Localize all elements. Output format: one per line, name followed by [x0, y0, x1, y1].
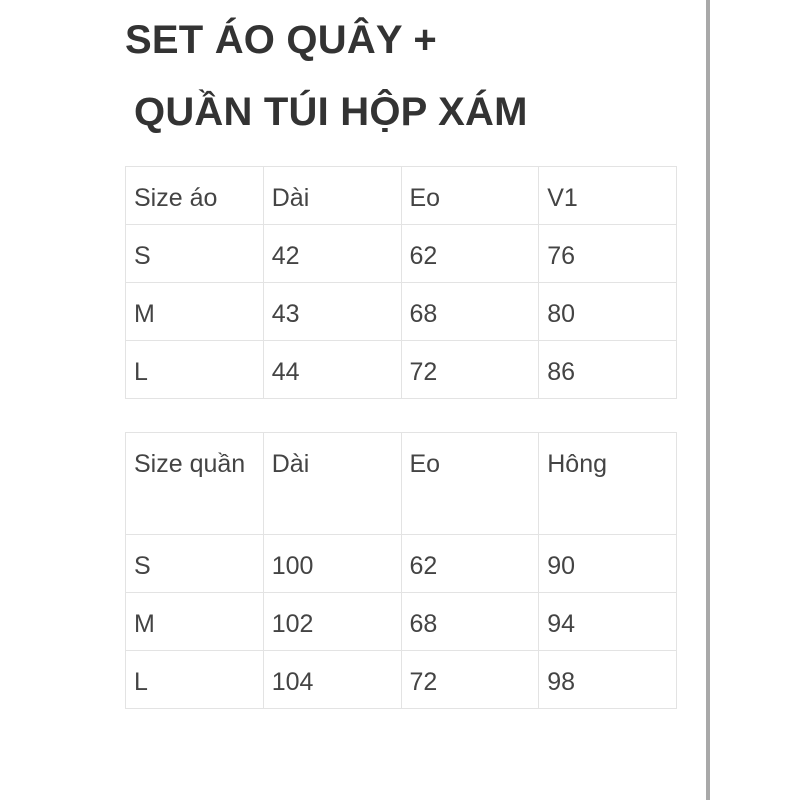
header-cell: Dài	[263, 433, 401, 535]
header-cell: V1	[539, 167, 677, 225]
table-cell: 76	[539, 225, 677, 283]
table-cell: 72	[401, 341, 539, 399]
table-cell: 62	[401, 225, 539, 283]
table-cell: 94	[539, 593, 677, 651]
table-row	[126, 225, 677, 283]
table-row	[126, 535, 677, 593]
table-cell: 86	[539, 341, 677, 399]
table-cell: S	[126, 225, 264, 283]
table-cell: 90	[539, 535, 677, 593]
shirt-size-table	[125, 166, 677, 399]
table-cell: 44	[263, 341, 401, 399]
header-cell: Eo	[401, 433, 539, 535]
header-cell: Size áo	[126, 167, 264, 225]
title-line-2: QUẦN TÚI HỘP XÁM	[134, 90, 528, 134]
table-row	[126, 593, 677, 651]
table-cell: 43	[263, 283, 401, 341]
title-line-1: SET ÁO QUÂY +	[125, 18, 437, 62]
page-edge-divider	[706, 0, 710, 800]
table-cell: 72	[401, 651, 539, 709]
header-cell: Size quần	[126, 433, 264, 535]
table-header-row	[126, 167, 677, 225]
table-row	[126, 283, 677, 341]
table-cell: 68	[401, 283, 539, 341]
table-cell: M	[126, 593, 264, 651]
table-cell: L	[126, 651, 264, 709]
table-cell: 102	[263, 593, 401, 651]
header-cell: Hông	[539, 433, 677, 535]
pants-size-table	[125, 432, 677, 709]
table-cell: L	[126, 341, 264, 399]
table-cell: 98	[539, 651, 677, 709]
header-cell: Dài	[263, 167, 401, 225]
table-header-row	[126, 433, 677, 535]
table-cell: M	[126, 283, 264, 341]
table-cell: 68	[401, 593, 539, 651]
table-row	[126, 651, 677, 709]
table-cell: 62	[401, 535, 539, 593]
table-cell: 100	[263, 535, 401, 593]
header-cell: Eo	[401, 167, 539, 225]
table-cell: 104	[263, 651, 401, 709]
table-cell: 42	[263, 225, 401, 283]
table-row	[126, 341, 677, 399]
table-cell: S	[126, 535, 264, 593]
table-cell: 80	[539, 283, 677, 341]
